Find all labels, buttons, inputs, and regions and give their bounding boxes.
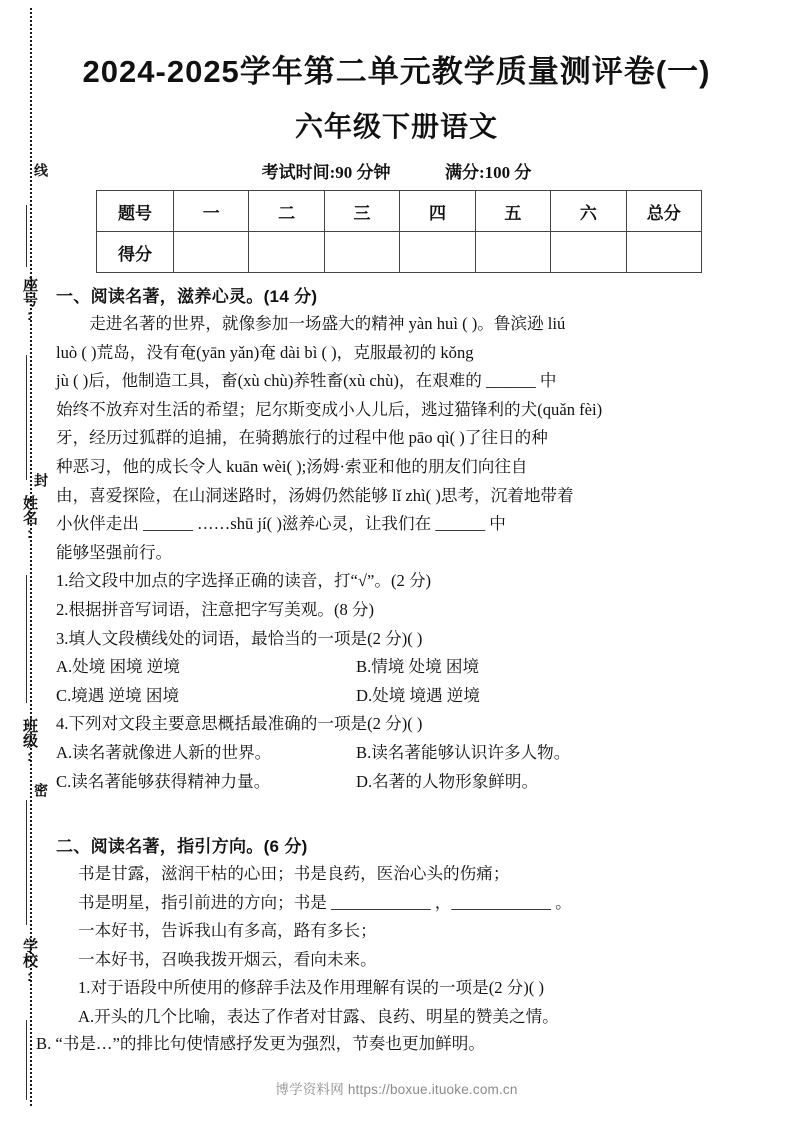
passage-line: 由，喜爱探险，在山洞迷路时，汤姆仍然能够 lǐ zhì( )思考，沉着地带着 [56, 485, 574, 505]
question-3-options-row-1 [56, 653, 746, 682]
field-label-school: 学校: [21, 938, 38, 985]
section-two-heading: 二、阅读名著，指引方向。(6 分) [56, 837, 308, 856]
seal-word-xian: 线 [33, 163, 49, 177]
field-rule-class [26, 800, 27, 925]
score-cell-2[interactable] [249, 232, 324, 273]
section-two-option-b[interactable]: B. “书是…”的排比句使情感抒发更为强烈，节奏也更加鲜明。 [36, 1034, 485, 1053]
field-rule-seat [26, 355, 27, 480]
col-header-4: 四 [400, 191, 475, 232]
option-4-b[interactable]: B.读名著能够认识许多人物。 [356, 742, 571, 762]
field-label-class: 班级: [21, 718, 38, 765]
field-rule-top [26, 205, 27, 267]
option-3-b[interactable]: B.情境 处境 困境 [356, 657, 480, 677]
section-two-passage-line: 书是甘露，滋润干枯的心田；书是良药，医治心头的伤痛； [78, 864, 510, 883]
footer-watermark: 博学资料网 https://boxue.ituoke.com.cn [275, 1082, 518, 1097]
paper-subtitle: 六年级下册语文 [294, 111, 498, 142]
field-label-name: 姓名: [21, 495, 38, 542]
score-cell-3[interactable] [324, 232, 399, 273]
section-one-heading: 一、阅读名著，滋养心灵。(14 分) [56, 287, 318, 306]
option-4-c[interactable]: C.读名著能够获得精神力量。 [56, 771, 271, 791]
field-label-seat-number: 座号: [21, 277, 38, 324]
score-cell-total[interactable] [626, 232, 701, 273]
section-two-trailing [36, 1030, 756, 1059]
option-4-d[interactable]: D.名著的人物形象鲜明。 [356, 771, 539, 791]
passage-line: 小伙伴走出 ______ ……shū jí( )滋养心灵，让我们在 ______ 中 [56, 514, 506, 534]
exam-time-label: 考试时间:90 分钟 [261, 163, 391, 182]
option-3-c[interactable]: C.境遇 逆境 困境 [56, 685, 180, 705]
table-row-scores [97, 232, 702, 273]
passage-line: luò ( )荒岛，没有奄(yān yǎn)奄 dài bì ( )，克服最初的 kǒng [56, 342, 474, 362]
field-rule-name [26, 575, 27, 703]
option-3-a[interactable]: A.处境 困境 逆境 [56, 657, 180, 677]
section-two-passage-line: 书是明星，指引前进的方向；书是 ____________ ，____________ 。 [78, 892, 572, 912]
question-4: 4.下列对文段主要意思概括最准确的一项是(2 分)( ) [56, 714, 423, 734]
passage-line: 种恶习，他的成长令人 kuān wèi( );汤姆·索亚和他的朋友们向往自 [56, 456, 528, 476]
row-label-score: 得分 [97, 232, 174, 273]
full-score-label: 满分:100 分 [445, 163, 532, 182]
passage-line: 能够坚强前行。 [56, 542, 173, 562]
section-two-option-a[interactable]: A.开头的几个比喻，表达了作者对甘露、良药、明星的赞美之情。 [78, 1006, 559, 1026]
passage-line: jù ( )后，他制造工具，畜(xù chù)养牲畜(xù chù)，在艰难的 ______ 中 [56, 371, 557, 391]
section-two-question-1: 1.对于语段中所使用的修辞手法及作用理解有误的一项是(2 分)( ) [78, 978, 544, 998]
passage-line: 走进名著的世界，就像参加一场盛大的精神 yàn huì ( )。鲁滨逊 liú [89, 314, 566, 333]
section-two [56, 832, 756, 1032]
question-4-options-row-1 [56, 739, 746, 768]
paper-meta [0, 158, 793, 183]
col-header-1: 一 [174, 191, 249, 232]
table-row-question-numbers [97, 191, 702, 232]
col-header-total: 总分 [626, 191, 701, 232]
question-3: 3.填人文段横线处的词语，最恰当的一项是(2 分)( ) [56, 628, 423, 648]
paper-title: 2024-2025学年第二单元教学质量测评卷(一) [82, 54, 711, 89]
seal-word-feng: 封 [33, 473, 49, 487]
score-cell-6[interactable] [551, 232, 626, 273]
passage-line: 始终不放弃对生活的希望；尼尔斯变成小人儿后，逃过猫锋利的犬(quǎn fèi) [56, 399, 603, 419]
score-cell-5[interactable] [475, 232, 550, 273]
question-3-options-row-2 [56, 682, 746, 711]
col-header-3: 三 [324, 191, 399, 232]
passage-line: 牙，经历过狐群的追捕，在骑鹅旅行的过程中他 pāo qì( )了往日的种 [56, 428, 548, 448]
score-cell-4[interactable] [400, 232, 475, 273]
question-1: 1.给文段中加点的字选择正确的读音，打“√”。(2 分) [56, 571, 432, 591]
option-4-a[interactable]: A.读名著就像进人新的世界。 [56, 742, 272, 762]
seal-word-mi: 密 [33, 783, 49, 797]
score-table [96, 190, 702, 273]
col-header-6: 六 [551, 191, 626, 232]
col-header-5: 五 [475, 191, 550, 232]
option-3-d[interactable]: D.处境 境遇 逆境 [356, 685, 480, 705]
section-two-passage-line: 一本好书，告诉我山有多高，路有多长； [78, 921, 377, 941]
section-two-passage-line: 一本好书，召唤我拨开烟云，看向未来。 [78, 949, 377, 969]
section-one [56, 282, 746, 796]
question-4-options-row-2 [56, 768, 746, 797]
question-2: 2.根据拼音写词语，注意把字写美观。(8 分) [56, 599, 375, 619]
col-header-2: 二 [249, 191, 324, 232]
score-cell-1[interactable] [174, 232, 249, 273]
row-label-question-number: 题号 [97, 191, 174, 232]
